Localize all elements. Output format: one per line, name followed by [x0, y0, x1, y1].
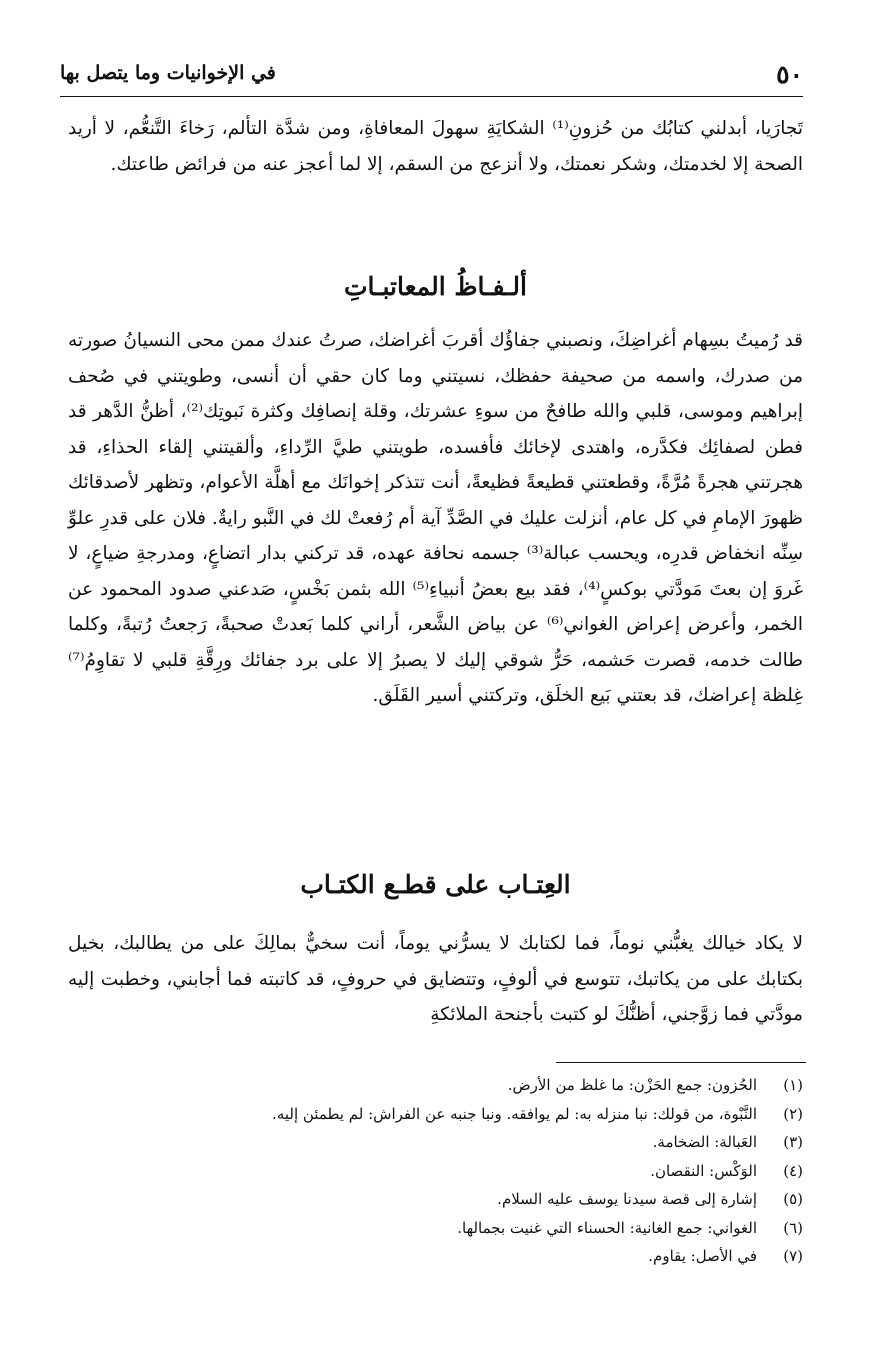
section-heading-reproaches: ألـفـاظُ المعاتبـاتِ: [344, 272, 527, 301]
footnote-rule: [556, 1062, 806, 1063]
footnote-text: الوَكْس: النقصان.: [650, 1161, 757, 1180]
footnote: [68, 1242, 803, 1271]
footnote-number: (١): [783, 1076, 803, 1094]
footnote-text: في الأصل: يقاوم.: [648, 1247, 757, 1265]
footnote: [68, 1071, 803, 1100]
header-rule: [60, 96, 803, 97]
footnote: [68, 1157, 803, 1186]
section-heading-letters: العِتـاب على قطـع الكتـاب: [300, 870, 571, 899]
footnote: [68, 1128, 803, 1157]
footnote: [68, 1100, 803, 1129]
footnote-text: الحُزون: جمع الحَزْن: ما غلظ من الأرض.: [507, 1076, 757, 1094]
footnote-number: (٧): [783, 1247, 803, 1265]
footnote-number: (٤): [783, 1161, 803, 1180]
footnote-number: (٣): [783, 1133, 803, 1151]
section-text-letters: لا يكاد خيالك يغبُّني نوماً، فما لكتابك لا يسرُّني يوماً، أنت سخيٌّ بمالِكَ على من يطالبك، بخيل بكتابك على من يكاتبك، تتوسع في ألوفٍ، وتتضايق في حروفٍ، قد كاتبته فما أجابني، وخطبت إليه مودَّتي فما زوَّجني، أظنُّكَ لو كتبت بأجنحة الملائكةِ: [68, 933, 803, 1025]
footnote-number: (٢): [783, 1104, 803, 1123]
footnote-text: العَبالة: الضخامة.: [652, 1133, 757, 1151]
intro-paragraph: تَجارَيا، أبدلني كتابُك من حُزونِ⁽¹⁾ الشكايَةِ سهولَ المعافاةِ، ومن شدَّة التألم، رَخاءَ التَّنعُّم، لا أريد الصحة إلا لخدمتك، وشكر نعمتك، ولا أنزعج من السقم، إلا لما أعجز عنه من فرائض طاعتك.: [68, 118, 804, 175]
footnote-text: الغواني: جمع الغانية: الحسناء التي غنيت بجمالها.: [457, 1218, 757, 1237]
page-header: [60, 58, 803, 94]
section-text-reproaches: قد رُميتُ بسِهام أغراضِكَ، ونصبني جفاؤُك أقربَ أغراضك، صرتُ عندك ممن محى النسيانُ صورته من صدرك، واسمه من صحيفة حفظك، نسيتني وما كان حقي أن أنسى، وطويتني في صُحف إبراهيم وموسى، قلبي والله طافحٌ من سوءِ عشرتك، وقلة إنصافِك وكثرة نَبوتِك⁽²⁾، أظنُّ الدَّهر قد فطن لصفائِك فكدَّره، واهتدى لإخائك فأفسده، طويتني طيَّ الرِّداءِ، وألقيتني إلقاء الحذاءِ، قد هجرتني هجرةً مُرَّةً، وقطعتني قطيعةً فظيعةً، أنت تتذكر إخوانَك مع أهلَّة الأعوام، وتظهر لأصدقائك ظهورَ الإمامِ في كل عام، أنزلت عليك في الصَّدِّ آية أم رُفعتْ لك في النَّبو رايةٌ. فلان على قدرِ علوِّ سِنِّه انخفاض قدرِه، ويحسب عبالة⁽³⁾ جسمه نحافة عهده، قد تركني بدار اتضاعٍ، ومدرجةِ ضياعٍ، لا غَروَ إن بعتَ مَودَّتي بوكسٍ⁽⁴⁾، فقد بيع بعضُ أنبياءِ⁽⁵⁾ الله بثمن بَخْسٍ، صَدعني صدود المحمود عن الخمر، وأعرض إعراض الغواني⁽⁶⁾ عن بياض الشَّعر، أراني كلما بَعدتْ صحبةً، رَجعتُ رُتبةً، وكلما طالت خدمه، قصرت حَشمه، حَرُّ شوقي إليك لا يصبرُ إلا على برد جفائك ورِقَّةِ قلبي لا تقاوِمُ⁽⁷⁾ غِلظة إعراضك، قد بعتني بَيع الخلَق، وتركتني أسير القَلَق.: [68, 330, 804, 706]
footnote-number: (٥): [783, 1190, 803, 1208]
footnotes-list: [68, 1071, 803, 1271]
running-head: في الإخوانيات وما يتصل بها: [60, 62, 276, 84]
footnote: [68, 1185, 803, 1214]
page-number: ٥٠: [776, 60, 803, 89]
footnote-text: النَّبْوة، من قولك: نبا منزله به: لم يوافقه. ونبا جنبه عن الفراش: لم يطمئن إليه.: [272, 1104, 757, 1123]
footnote-text: إشارة إلى قصة سيدنا يوسف عليه السلام.: [497, 1190, 757, 1208]
footnote-number: (٦): [783, 1218, 803, 1237]
footnote: [68, 1214, 803, 1243]
